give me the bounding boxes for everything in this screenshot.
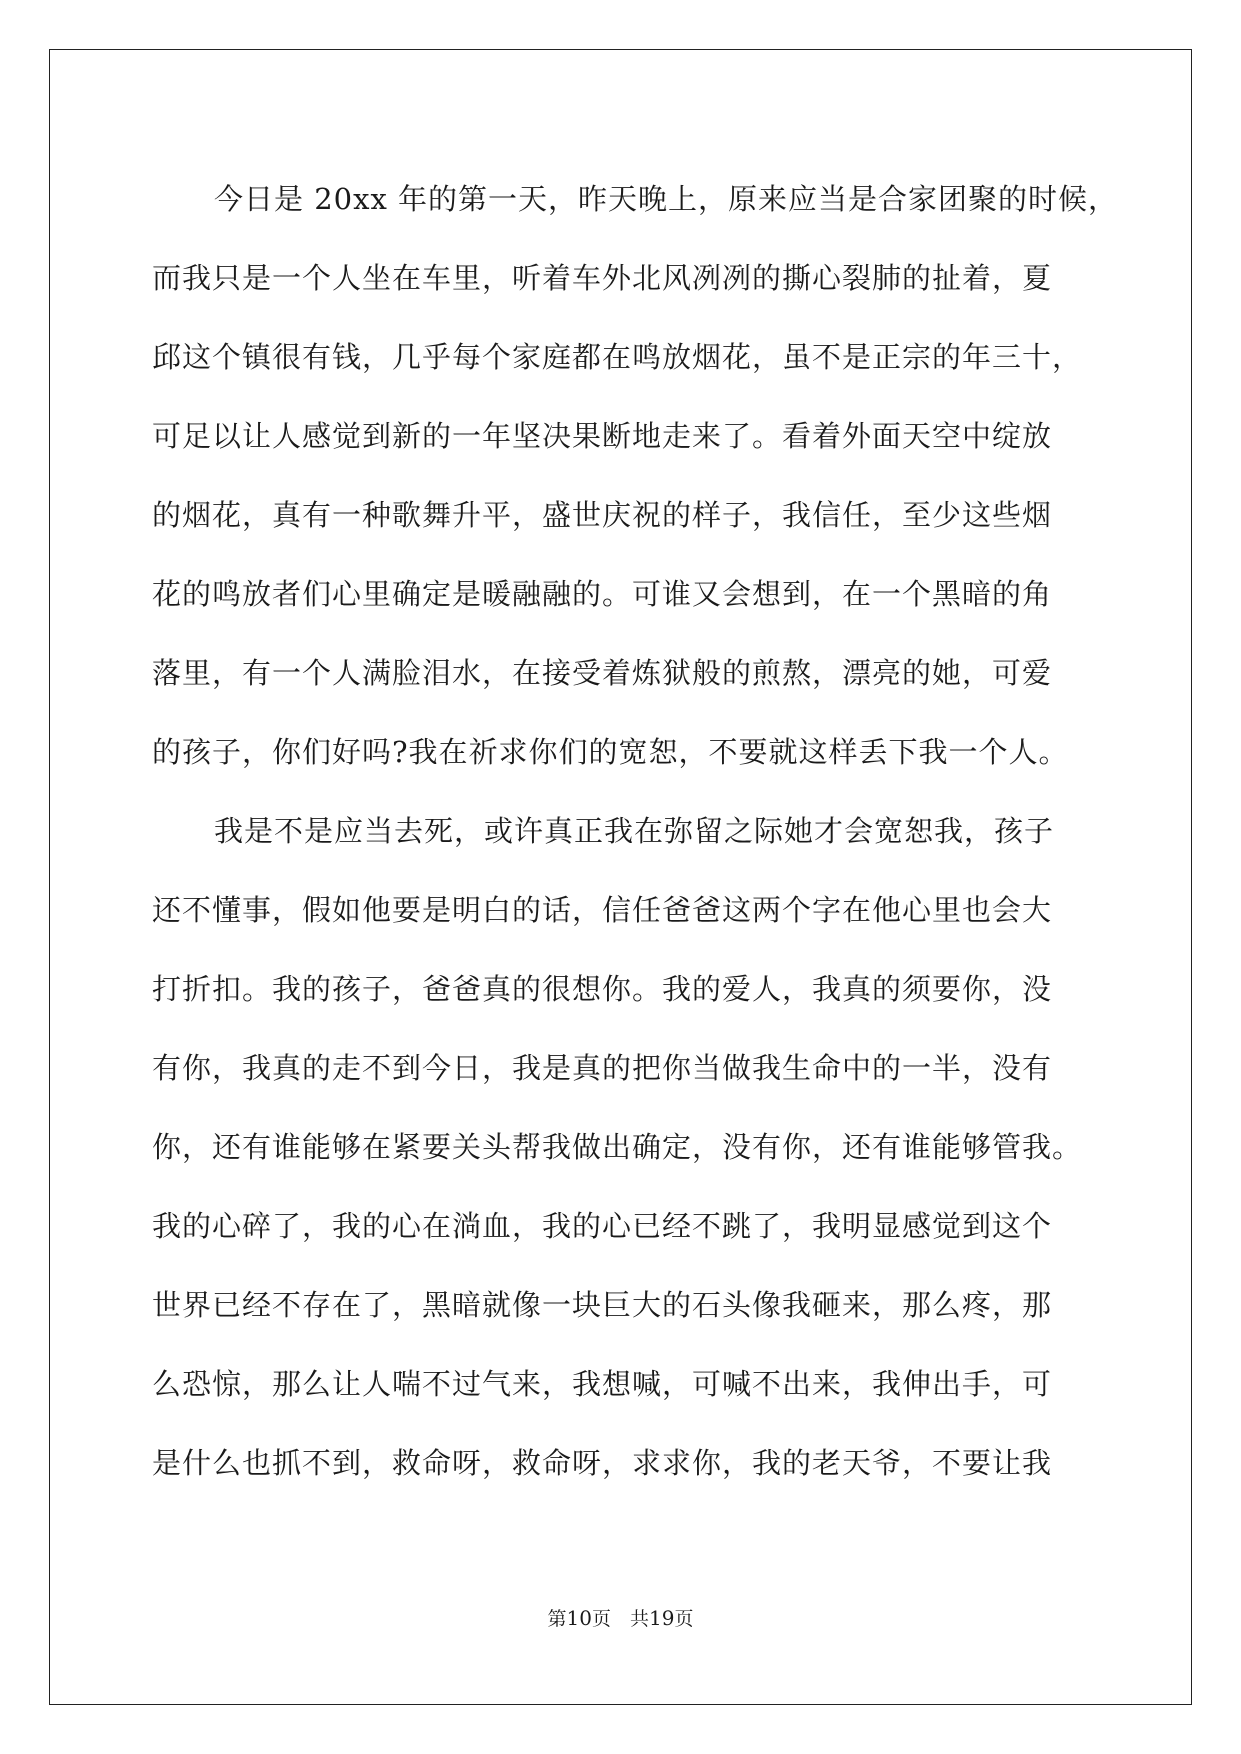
- footer-current-page: 10: [566, 1606, 592, 1630]
- paragraph-1-line-2: 而我只是一个人坐在车里，听着车外北风冽冽的撕心裂肺的扯着，夏: [152, 261, 1053, 295]
- paragraph-2-line-5: 你，还有谁能够在紧要关头帮我做出确定，没有你，还有谁能够管我。: [152, 1130, 1083, 1164]
- paragraph-1-line-4: 可足以让人感觉到新的一年坚决果断地走来了。看着外面天空中绽放: [152, 419, 1053, 453]
- paragraph-1-line-1: 今日是 20xx 年的第一天，昨天晚上，原来应当是合家团聚的时候，: [214, 182, 1119, 216]
- paragraph-1-line-5: 的烟花，真有一种歌舞升平，盛世庆祝的样子，我信任，至少这些烟: [152, 498, 1053, 532]
- document-body: [152, 160, 1119, 1503]
- paragraph-2-line-2: 还不懂事，假如他要是明白的话，信任爸爸这两个字在他心里也会大: [152, 893, 1053, 927]
- paragraph-1-line-8: 的孩子，你们好吗?我在祈求你们的宽恕，不要就这样丢下我一个人。: [152, 735, 1069, 769]
- footer-suffix: 页: [674, 1608, 694, 1630]
- paragraph-2-line-6: 我的心碎了，我的心在淌血，我的心已经不跳了，我明显感觉到这个: [152, 1209, 1053, 1243]
- footer-total-pages: 19: [649, 1606, 675, 1630]
- paragraph-2-line-4: 有你，我真的走不到今日，我是真的把你当做我生命中的一半，没有: [152, 1051, 1053, 1085]
- paragraph-2-line-3: 打折扣。我的孩子，爸爸真的很想你。我的爱人，我真的须要你，没: [152, 972, 1053, 1006]
- paragraph-1-line-3: 邱这个镇很有钱，几乎每个家庭都在鸣放烟花，虽不是正宗的年三十，: [152, 340, 1083, 374]
- paragraph-1-line-7: 落里，有一个人满脸泪水，在接受着炼狱般的煎熬，漂亮的她，可爱: [152, 656, 1053, 690]
- paragraph-2-line-8: 么恐惊，那么让人喘不过气来，我想喊，可喊不出来，我伸出手，可: [152, 1367, 1053, 1401]
- footer-middle: 页 共: [591, 1608, 649, 1630]
- footer-prefix: 第: [547, 1608, 567, 1630]
- paragraph-2-line-7: 世界已经不存在了，黑暗就像一块巨大的石头像我砸来，那么疼，那: [152, 1288, 1053, 1322]
- paragraph-2-line-9: 是什么也抓不到，救命呀，救命呀，求求你，我的老天爷，不要让我: [152, 1446, 1053, 1480]
- paragraph-1-line-6: 花的鸣放者们心里确定是暖融融的。可谁又会想到，在一个黑暗的角: [152, 577, 1053, 611]
- page-footer: [0, 1604, 1241, 1631]
- paragraph-2-line-1: 我是不是应当去死，或许真正我在弥留之际她才会宽恕我，孩子: [214, 814, 1055, 848]
